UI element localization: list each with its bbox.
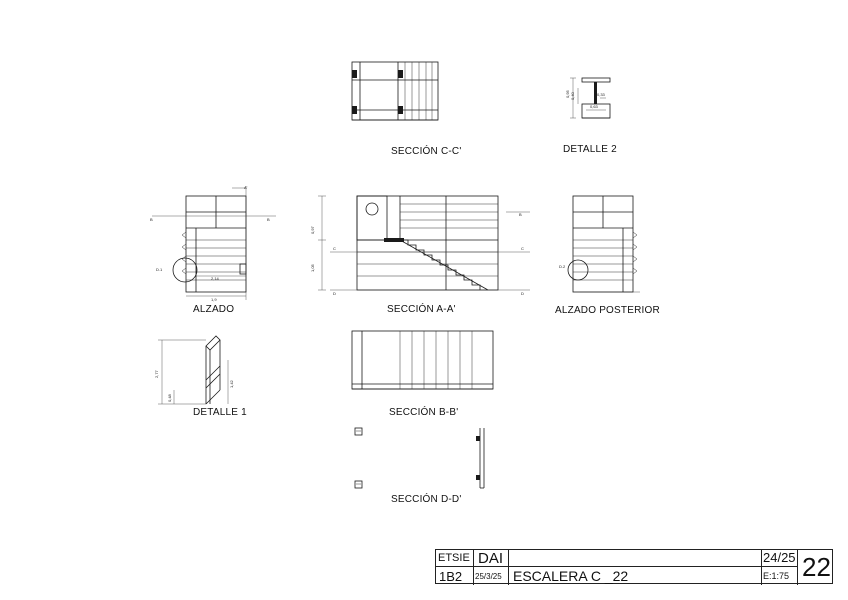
mark-detail-2: D.2 [559, 264, 566, 269]
drawing-title: ESCALERA C _22 [513, 568, 629, 584]
course-year: 24/25 [763, 550, 796, 565]
mark-c-left: C [333, 246, 336, 251]
mark-b-alzado-right: B [267, 217, 270, 222]
dim-detalle1-inner: 1,42 [229, 380, 234, 388]
seccion-bb-drawing [352, 331, 493, 389]
title-block [435, 549, 833, 584]
dim-detalle2-h2: 0,40 [570, 92, 575, 100]
mark-b-aa-right: B [519, 212, 522, 217]
detalle-2-drawing [570, 78, 610, 118]
seccion-dd-drawing [355, 428, 484, 488]
group-code: 1B2 [439, 569, 463, 584]
dim-detalle1-low: 0,48 [167, 394, 172, 402]
mark-d-left: D [333, 291, 336, 296]
sheet-number: 22 [802, 552, 831, 582]
mark-d-right: D [521, 291, 524, 296]
caption-detalle-2: DETALLE 2 [563, 144, 617, 155]
dim-alzado-width: 1,9 [211, 297, 217, 302]
caption-seccion-aa: SECCIÓN A-A' [387, 304, 456, 315]
alzado-posterior-drawing [568, 196, 640, 292]
dim-seccion-aa-top: 0,97 [310, 226, 315, 234]
mark-a-alzado: A' [244, 185, 248, 190]
scale-label: E:1:75 [763, 571, 790, 581]
seccion-cc-drawing [352, 62, 438, 120]
date-label: 25/3/25 [475, 572, 502, 581]
mark-detail-1: D.1 [156, 267, 163, 272]
dim-detalle1-total: 2,77 [154, 370, 159, 378]
dim-detalle2-w2: 0,63 [590, 104, 598, 109]
caption-seccion-bb: SECCIÓN B-B' [389, 407, 459, 418]
caption-alzado: ALZADO [193, 304, 235, 315]
mark-b-alzado-left: B [150, 217, 153, 222]
dim-seccion-aa-mid: 1,05 [310, 264, 315, 272]
seccion-aa-drawing [318, 196, 530, 290]
caption-seccion-cc: SECCIÓN C-C' [391, 146, 462, 157]
school-name: ETSIE [438, 552, 470, 564]
dim-detalle2-h1: 0,95 [565, 90, 570, 98]
caption-detalle-1: DETALLE 1 [193, 407, 247, 418]
dim-detalle2-w1: 0,33 [597, 92, 605, 97]
alzado-drawing [152, 186, 276, 300]
department-name: DAI [478, 550, 504, 567]
caption-alzado-posterior: ALZADO POSTERIOR [555, 305, 660, 316]
dim-alzado-inner: 2,14 [211, 276, 219, 281]
caption-seccion-dd: SECCIÓN D-D' [391, 494, 462, 505]
mark-c-right: C [521, 246, 524, 251]
